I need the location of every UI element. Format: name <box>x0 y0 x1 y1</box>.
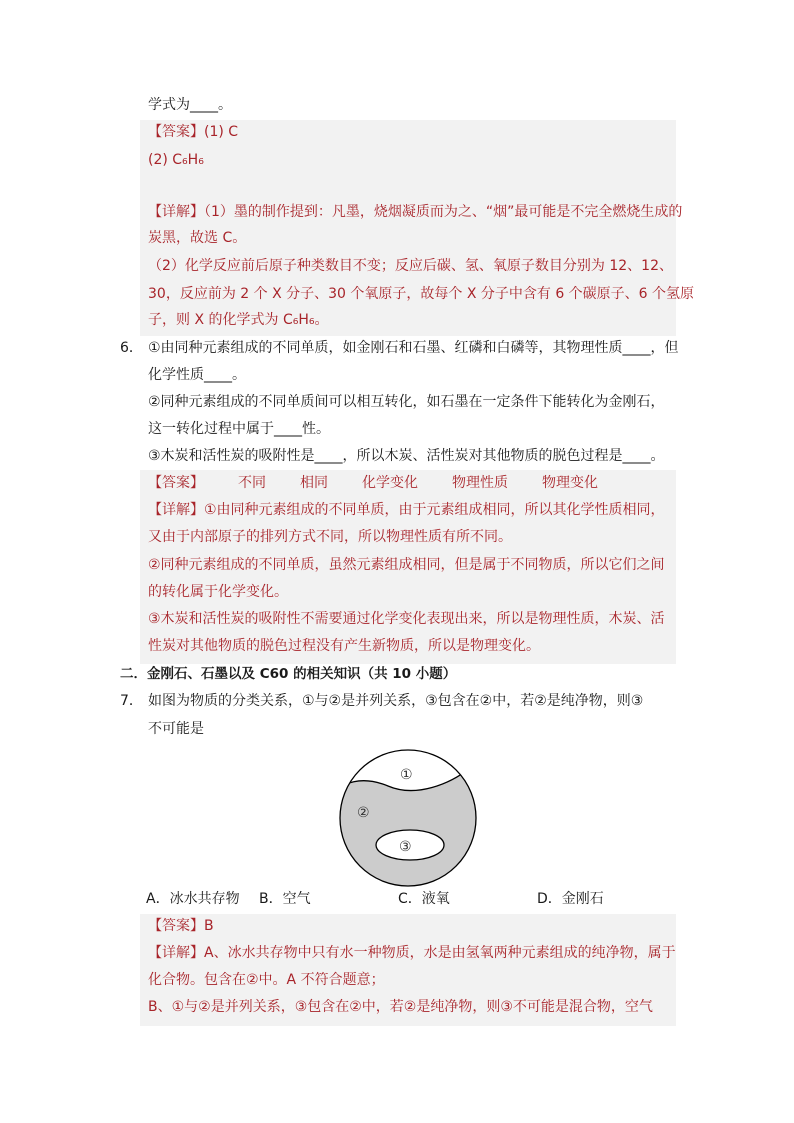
q6-detail-6: 性炭对其他物质的脱色过程没有产生新物质，所以是物理变化。 <box>148 638 540 654</box>
q5-answer-2: (2) C₆H₆ <box>148 152 204 168</box>
q6-detail-4: 的转化属于化学变化。 <box>148 584 288 600</box>
q6-line-3: ②同种元素组成的不同单质间可以相互转化，如石墨在一定条件下能转化为金刚石， <box>148 394 665 410</box>
q6-detail-3: ②同种元素组成的不同单质，虽然元素组成相同，但是属于不同物质，所以它们之间 <box>148 557 665 573</box>
q5-detail-2c: 子，则 X 的化学式为 C₆H₆。 <box>148 312 329 328</box>
q6-detail-5: ③木炭和活性炭的吸附性不需要通过化学变化表现出来，所以是物理性质，木炭、活 <box>148 611 665 627</box>
q6-line-2: 化学性质____。 <box>148 367 246 383</box>
q7-answer: 【答案】B <box>148 918 214 934</box>
q6-answer-2: 相同 <box>300 475 328 491</box>
q7-option-d: D．金刚石 <box>537 891 604 907</box>
q6-answer-tag: 【答案】 <box>148 475 204 491</box>
q5-answer-1: 【答案】(1) C <box>148 124 239 140</box>
q7-line-2: 不可能是 <box>148 721 204 737</box>
q5-detail-1a: 【详解】（1）墨的制作提到：凡墨，烧烟凝质而为之、“烟”最可能是不完全燃烧生成的 <box>148 204 683 220</box>
q5-detail-2a: （2）化学反应前后原子种类数目不变；反应后碳、氢、氧原子数目分别为 12、12、 <box>148 258 673 274</box>
q6-answer-5: 物理变化 <box>542 475 598 491</box>
region-2-label: ② <box>357 805 370 821</box>
q6-answer-1: 不同 <box>238 475 266 491</box>
q7-option-a: A．冰水共存物 <box>146 891 240 907</box>
q5-detail-2b: 30，反应前为 2 个 X 分子、30 个氧原子，故每个 X 分子中含有 6 个碳原子、6 个氢原 <box>148 286 695 302</box>
q7-line-1: 如图为物质的分类关系，①与②是并列关系，③包含在②中，若②是纯净物，则③ <box>148 693 644 709</box>
q6-answer-4: 物理性质 <box>452 475 508 491</box>
classification-diagram <box>330 748 486 888</box>
q6-line-5: ③木炭和活性炭的吸附性是____，所以木炭、活性炭对其他物质的脱色过程是____。 <box>148 448 665 464</box>
q6-detail-2: 又由于内部原子的排列方式不同，所以物理性质有所不同。 <box>148 529 512 545</box>
q5-stem-tail: 学式为____。 <box>148 97 232 113</box>
q6-number: 6． <box>120 340 143 356</box>
q5-detail-1b: 炭黑，故选 C。 <box>148 230 247 246</box>
q6-detail-1: 【详解】①由同种元素组成的不同单质，由于元素组成相同，所以其化学性质相同， <box>148 502 665 518</box>
q6-line-1: ①由同种元素组成的不同单质，如金刚石和石墨、红磷和白磷等，其物理性质____，但 <box>148 340 679 356</box>
q6-answer-3: 化学变化 <box>362 475 418 491</box>
q7-detail-1: 【详解】A、冰水共存物中只有水一种物质，水是由氢氧两种元素组成的纯净物，属于 <box>148 945 676 961</box>
q7-number: 7． <box>120 693 143 709</box>
region-3-label: ③ <box>399 839 412 855</box>
q7-detail-2: 化合物。包含在②中。A 不符合题意； <box>148 972 385 988</box>
q7-option-b: B．空气 <box>259 891 311 907</box>
q6-line-4: 这一转化过程中属于____性。 <box>148 421 330 437</box>
region-1-label: ① <box>400 767 413 783</box>
q7-detail-3: B、①与②是并列关系，③包含在②中，若②是纯净物，则③不可能是混合物，空气 <box>148 999 653 1015</box>
q7-option-c: C．液氧 <box>398 891 450 907</box>
q6-answer <box>148 473 598 493</box>
section-heading: 二．金刚石、石墨以及 C60 的相关知识（共 10 小题） <box>120 666 457 682</box>
